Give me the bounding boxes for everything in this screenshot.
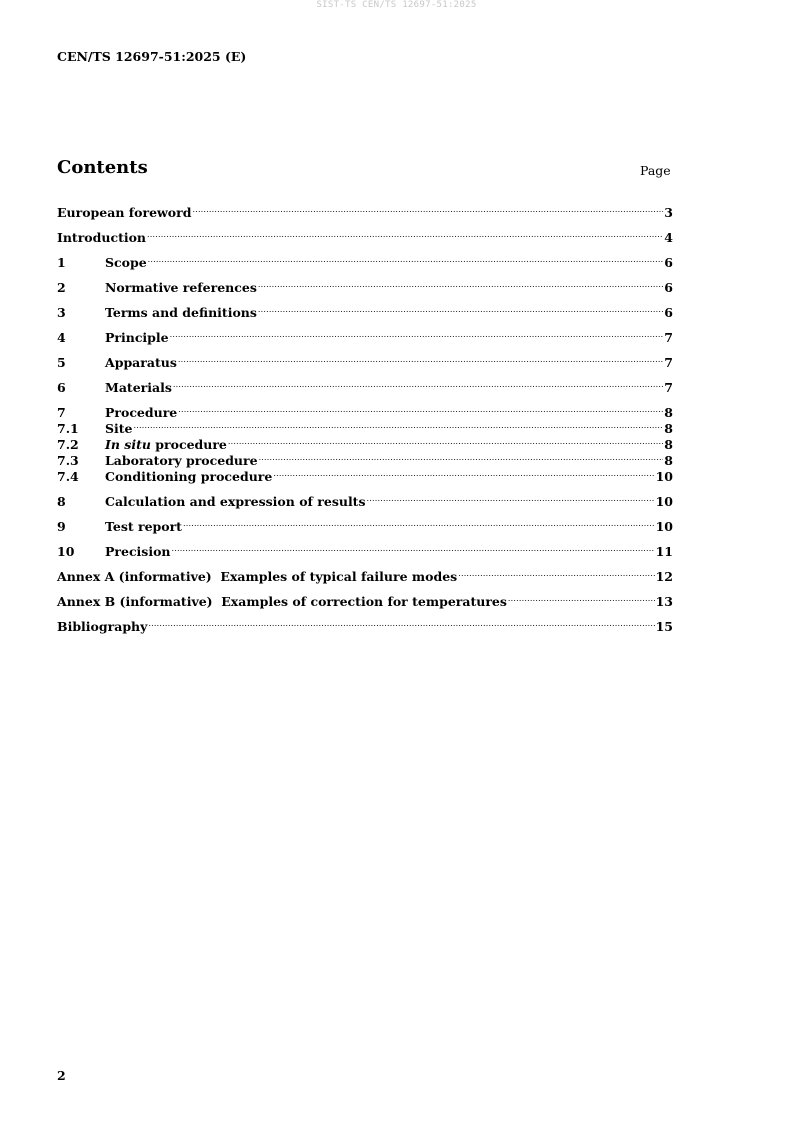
dot-leader — [228, 433, 663, 449]
toc-entry-number: 4 — [57, 330, 66, 345]
toc-entry-page: 8 — [664, 421, 673, 436]
toc-entry-normative-references[interactable] — [57, 276, 673, 295]
toc-entry-annex-b[interactable] — [57, 590, 673, 609]
toc-entry-annex-a[interactable] — [57, 565, 673, 584]
toc-entry-page: 6 — [664, 280, 673, 295]
toc-entry-principle[interactable] — [57, 326, 673, 345]
dot-leader — [273, 465, 654, 481]
toc-entry-label: European foreword — [57, 205, 192, 220]
toc-entry-label: Annex B (informative) Examples of correction for temperatures — [57, 594, 507, 609]
dot-leader — [192, 201, 663, 217]
toc-entry-label: Conditioning procedure — [105, 469, 273, 484]
toc-entry-page: 8 — [664, 437, 673, 452]
toc-entry-number: 9 — [57, 519, 66, 534]
toc-entry-label: Calculation and expression of results — [105, 494, 366, 509]
dot-leader — [178, 351, 663, 367]
toc-entry-page: 13 — [655, 594, 673, 609]
table-of-contents — [57, 201, 673, 634]
dot-leader — [148, 251, 664, 267]
toc-entry-page: 10 — [655, 469, 673, 484]
toc-entry-label: Apparatus — [105, 355, 177, 370]
toc-entry-apparatus[interactable] — [57, 351, 673, 370]
dot-leader — [170, 326, 664, 342]
dot-leader — [148, 615, 654, 631]
toc-entry-label: Scope — [105, 255, 147, 270]
toc-entry-precision[interactable] — [57, 540, 673, 559]
toc-entry-number: 7.4 — [57, 469, 79, 484]
toc-entry-site[interactable] — [57, 417, 673, 436]
toc-entry-number: 2 — [57, 280, 66, 295]
toc-entry-label: Procedure — [105, 405, 178, 420]
toc-entry-page: 6 — [664, 305, 673, 320]
toc-entry-label-rest: procedure — [150, 437, 227, 452]
toc-entry-label: Site — [105, 421, 133, 436]
toc-entry-procedure[interactable] — [57, 401, 673, 420]
toc-entry-page: 8 — [664, 405, 673, 420]
toc-entry-label: Laboratory procedure — [105, 453, 258, 468]
toc-entry-number: 7.3 — [57, 453, 79, 468]
dot-leader — [458, 565, 654, 581]
toc-entry-page: 3 — [664, 205, 673, 220]
toc-entry-number: 6 — [57, 380, 66, 395]
toc-entry-label: Introduction — [57, 230, 147, 245]
toc-entry-page: 7 — [664, 355, 673, 370]
toc-entry-bibliography[interactable] — [57, 615, 673, 634]
toc-entry-number: 1 — [57, 255, 66, 270]
page-column-label: Page — [640, 163, 671, 178]
watermark: SIST-TS CEN/TS 12697-51:2025 — [316, 0, 477, 10]
toc-entry-page: 11 — [655, 544, 673, 559]
dot-leader — [178, 401, 663, 417]
toc-entry-scope[interactable] — [57, 251, 673, 270]
toc-entry-page: 4 — [664, 230, 673, 245]
dot-leader — [367, 490, 655, 506]
toc-entry-number: 7.2 — [57, 437, 79, 452]
toc-entry-introduction[interactable] — [57, 226, 673, 245]
toc-entry-test-report[interactable] — [57, 515, 673, 534]
toc-entry-label: Precision — [105, 544, 171, 559]
toc-entry-page: 15 — [655, 619, 673, 634]
toc-entry-number: 10 — [57, 544, 75, 559]
toc-entry-label: Terms and definitions — [105, 305, 257, 320]
toc-entry-page: 7 — [664, 330, 673, 345]
toc-entry-label: Annex A (informative) Examples of typical failure modes — [57, 569, 458, 584]
toc-entry-terms-and-definitions[interactable] — [57, 301, 673, 320]
document-id-header: CEN/TS 12697-51:2025 (E) — [57, 49, 247, 64]
toc-entry-page: 7 — [664, 380, 673, 395]
toc-entry-label: Normative references — [105, 280, 257, 295]
dot-leader — [508, 590, 655, 606]
toc-entry-label: Bibliography — [57, 619, 148, 634]
toc-entry-page: 12 — [655, 569, 673, 584]
toc-entry-page: 8 — [664, 453, 673, 468]
dot-leader — [173, 376, 663, 392]
toc-entry-number: 5 — [57, 355, 66, 370]
toc-entry-label: Principle — [105, 330, 169, 345]
toc-entry-number: 7 — [57, 405, 66, 420]
toc-entry-in-situ-procedure[interactable] — [57, 433, 673, 452]
dot-leader — [258, 276, 663, 292]
dot-leader — [183, 515, 655, 531]
toc-entry-label: Test report — [105, 519, 182, 534]
toc-entry-calculation-and-expression[interactable] — [57, 490, 673, 509]
toc-entry-number: 3 — [57, 305, 66, 320]
toc-entry-materials[interactable] — [57, 376, 673, 395]
toc-entry-number: 8 — [57, 494, 66, 509]
toc-entry-number: 7.1 — [57, 421, 79, 436]
toc-entry-european-foreword[interactable] — [57, 201, 673, 220]
toc-entry-label-italic: In situ — [105, 437, 151, 452]
toc-entry-page: 10 — [655, 519, 673, 534]
dot-leader — [147, 226, 663, 242]
dot-leader — [259, 449, 664, 465]
dot-leader — [172, 540, 655, 556]
contents-title: Contents — [57, 157, 148, 178]
page-number: 2 — [57, 1068, 66, 1083]
toc-entry-label: Materials — [105, 380, 172, 395]
toc-entry-label — [105, 437, 227, 453]
dot-leader — [258, 301, 663, 317]
dot-leader — [134, 417, 664, 433]
toc-entry-page: 6 — [664, 255, 673, 270]
toc-entry-page: 10 — [655, 494, 673, 509]
